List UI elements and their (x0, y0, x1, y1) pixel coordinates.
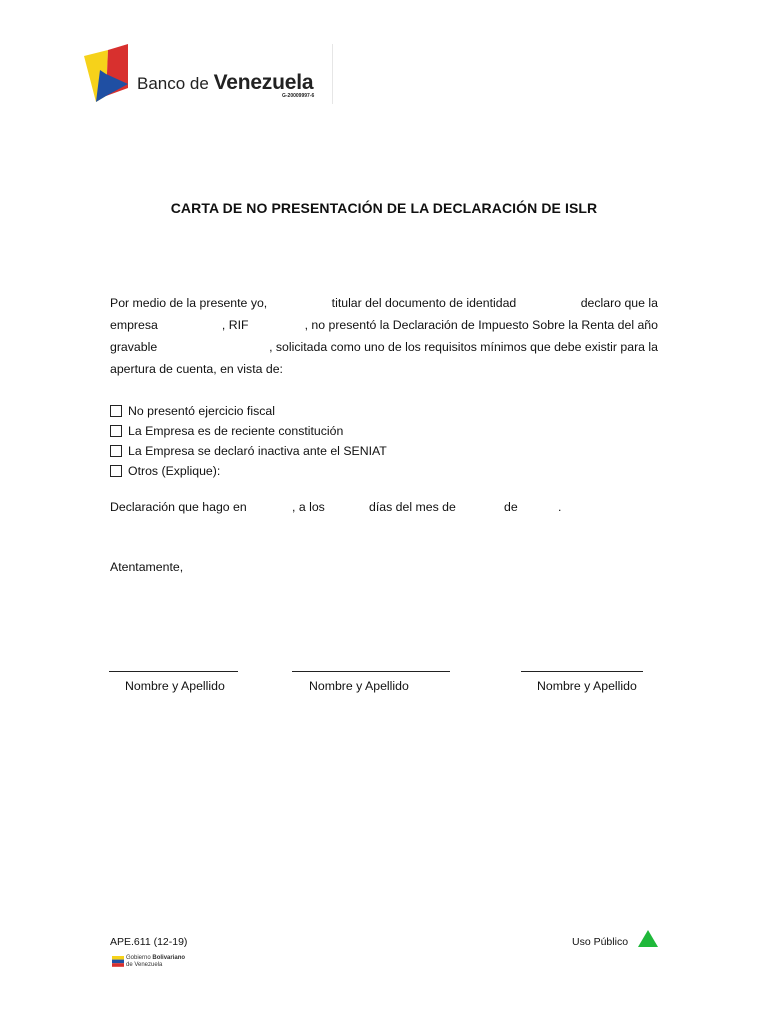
signature-label: Nombre y Apellido (309, 679, 409, 693)
bank-name-main: Venezuela (213, 71, 314, 94)
declaration-text: . (558, 500, 562, 514)
body-line-2 (110, 314, 658, 336)
option-item[interactable] (110, 461, 387, 481)
declaration-text: Declaración que hago en (110, 500, 247, 514)
gov-text-line2: de Venezuela (126, 961, 163, 968)
option-label: La Empresa es de reciente constitución (128, 424, 344, 438)
options-list (110, 401, 387, 481)
body-text: Por medio de la presente yo, (110, 296, 268, 310)
declaration-line (110, 500, 570, 518)
body-text: declaro que la (580, 296, 658, 310)
body-line-3 (110, 336, 658, 358)
body-paragraph (110, 292, 658, 380)
option-item[interactable] (110, 421, 387, 441)
body-line-4: apertura de cuenta, en vista de: (110, 362, 283, 376)
closing-text: Atentamente, (110, 560, 184, 574)
signature-line (109, 671, 238, 672)
signature-line (521, 671, 643, 672)
declaration-text: , a los (292, 500, 325, 514)
body-text: titular del documento de identidad (331, 296, 517, 310)
option-label: La Empresa se declaró inactiva ante el SENIAT (128, 444, 387, 458)
signature-label: Nombre y Apellido (537, 679, 637, 693)
declaration-text: de (504, 500, 518, 514)
gov-text: Gobierno (126, 955, 153, 961)
public-use-triangle-icon (638, 930, 658, 947)
signature-line (292, 671, 450, 672)
body-text: , RIF (221, 318, 249, 332)
body-text: empresa (110, 318, 158, 332)
classification-label: Uso Público (572, 936, 629, 948)
gov-text-bold: Bolivariano (152, 955, 186, 961)
checkbox-icon[interactable] (110, 445, 122, 457)
option-item[interactable] (110, 441, 387, 461)
bank-name (137, 71, 313, 95)
body-text: , solicitada como uno de los requisitos mínimos que debe existir para la (269, 340, 658, 354)
government-label (126, 955, 185, 968)
government-flag-icon (112, 955, 124, 968)
declaration-text: días del mes de (369, 500, 456, 514)
bank-rif: G-20009997-6 (282, 93, 315, 99)
document-title: CARTA DE NO PRESENTACIÓN DE LA DECLARACIÓN DE ISLR (170, 200, 598, 216)
bank-name-prefix: Banco de (137, 74, 214, 93)
option-label: Otros (Explique): (128, 464, 221, 478)
bank-logo-icon (82, 44, 132, 104)
body-text: gravable (110, 340, 158, 354)
body-line-1 (110, 292, 658, 314)
option-label: No presentó ejercicio fiscal (128, 404, 275, 418)
checkbox-icon[interactable] (110, 465, 122, 477)
signature-label: Nombre y Apellido (125, 679, 225, 693)
checkbox-icon[interactable] (110, 405, 122, 417)
body-text: , no presentó la Declaración de Impuesto Sobre la Renta del año (304, 318, 658, 332)
option-item[interactable] (110, 401, 387, 421)
form-code: APE.611 (12-19) (110, 936, 188, 948)
checkbox-icon[interactable] (110, 425, 122, 437)
